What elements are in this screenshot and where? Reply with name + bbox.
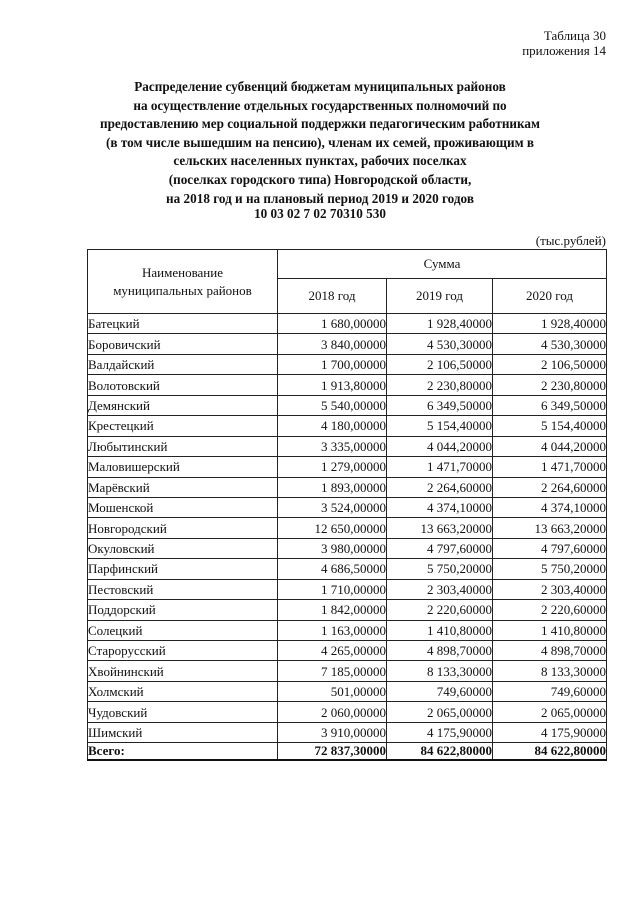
value-2018: 3 840,00000 [278,334,387,354]
value-2018: 1 842,00000 [278,600,387,620]
title-line: на осуществление отдельных государственных полномочий по [133,97,507,113]
district-name: Любытинский [88,436,278,456]
value-2020: 4 044,20000 [493,436,607,456]
value-2018: 4 180,00000 [278,416,387,436]
table-row [88,395,607,415]
value-2018: 4 686,50000 [278,559,387,579]
value-2019: 2 230,80000 [387,375,493,395]
value-2019: 2 106,50000 [387,354,493,374]
value-2019: 5 154,40000 [387,416,493,436]
value-2020: 2 106,50000 [493,354,607,374]
value-2020: 4 374,10000 [493,497,607,517]
value-2018: 4 265,00000 [278,641,387,661]
table-row [88,559,607,579]
table-row [88,538,607,558]
value-2018: 3 335,00000 [278,436,387,456]
table-row [88,681,607,701]
title-line: на 2018 год и на плановый период 2019 и 2020 годов [166,190,474,206]
table-number: Таблица 30 [543,28,606,43]
title-line: (в том числе вышедшим на пенсию), членам их семей, проживающим в [106,134,534,150]
table-row [88,354,607,374]
value-2018: 3 524,00000 [278,497,387,517]
table-row [88,497,607,517]
table-row [88,457,607,477]
value-2018: 1 710,00000 [278,579,387,599]
units-label: (тыс.рублей) [535,233,606,248]
district-name: Боровичский [88,334,278,354]
value-2020: 4 797,60000 [493,538,607,558]
value-2019: 4 530,30000 [387,334,493,354]
value-2018: 1 163,00000 [278,620,387,640]
table-row [88,722,607,742]
value-2020: 2 230,80000 [493,375,607,395]
column-header-2019: 2019 год [387,279,493,314]
value-2018: 1 279,00000 [278,457,387,477]
title-line: Распределение субвенций бюджетам муниципальных районов [134,79,506,94]
value-2020: 8 133,30000 [493,661,607,681]
table-row [88,641,607,661]
district-name: Новгородский [88,518,278,538]
value-2018: 3 910,00000 [278,722,387,742]
value-2020: 5 750,20000 [493,559,607,579]
value-2020: 13 663,20000 [493,518,607,538]
total-2019: 84 622,80000 [387,743,493,761]
table-row [88,416,607,436]
value-2018: 12 650,00000 [278,518,387,538]
district-name: Парфинский [88,559,278,579]
value-2020: 6 349,50000 [493,395,607,415]
value-2018: 1 700,00000 [278,354,387,374]
column-header-2020: 2020 год [493,279,607,314]
value-2019: 1 410,80000 [387,620,493,640]
column-header-sum: Сумма [278,250,607,279]
appendix-number: приложения 14 [522,43,606,58]
value-2019: 4 797,60000 [387,538,493,558]
value-2018: 2 060,00000 [278,702,387,722]
value-2019: 749,60000 [387,681,493,701]
district-name: Холмский [88,681,278,701]
value-2019: 8 133,30000 [387,661,493,681]
value-2019: 6 349,50000 [387,395,493,415]
district-name: Окуловский [88,538,278,558]
value-2019: 4 898,70000 [387,641,493,661]
column-header-name-line2: муниципальных районов [113,282,252,298]
value-2019: 13 663,20000 [387,518,493,538]
table-row [88,314,607,334]
value-2019: 4 175,90000 [387,722,493,742]
value-2020: 4 175,90000 [493,722,607,742]
column-header-name [88,250,278,314]
value-2020: 2 220,60000 [493,600,607,620]
district-name: Солецкий [88,620,278,640]
value-2018: 3 980,00000 [278,538,387,558]
value-2019: 4 044,20000 [387,436,493,456]
value-2019: 2 065,00000 [387,702,493,722]
district-name: Пестовский [88,579,278,599]
district-name: Чудовский [88,702,278,722]
district-name: Поддорский [88,600,278,620]
value-2019: 2 220,60000 [387,600,493,620]
district-name: Старорусский [88,641,278,661]
value-2018: 1 913,80000 [278,375,387,395]
table-row [88,661,607,681]
title-line: предоставлению мер социальной поддержки педагогическим работникам [100,116,540,132]
title-line: (поселках городского типа) Новгородской области, [168,171,472,187]
value-2020: 749,60000 [493,681,607,701]
table-row [88,620,607,640]
table-row [88,518,607,538]
value-2019: 1 928,40000 [387,314,493,334]
table-row [88,579,607,599]
budget-code: 10 03 02 7 02 70310 530 [254,206,386,221]
district-name: Волотовский [88,375,278,395]
subsidy-table [87,249,607,761]
column-header-2018: 2018 год [278,279,387,314]
value-2020: 1 928,40000 [493,314,607,334]
table-row [88,477,607,497]
value-2020: 2 065,00000 [493,702,607,722]
value-2018: 5 540,00000 [278,395,387,415]
value-2020: 4 530,30000 [493,334,607,354]
value-2018: 501,00000 [278,681,387,701]
district-name: Маловишерский [88,457,278,477]
document-title [40,78,600,208]
value-2020: 4 898,70000 [493,641,607,661]
district-name: Крестецкий [88,416,278,436]
district-name: Шимский [88,722,278,742]
column-header-name-line1: Наименование [142,264,223,280]
total-2018: 72 837,30000 [278,743,387,761]
district-name: Марёвский [88,477,278,497]
value-2020: 2 303,40000 [493,579,607,599]
value-2018: 7 185,00000 [278,661,387,681]
value-2018: 1 893,00000 [278,477,387,497]
district-name: Мошенской [88,497,278,517]
table-header [88,250,607,314]
district-name: Хвойнинский [88,661,278,681]
table-row [88,436,607,456]
table-row [88,702,607,722]
table-row [88,334,607,354]
value-2018: 1 680,00000 [278,314,387,334]
value-2020: 5 154,40000 [493,416,607,436]
appendix-reference [522,28,606,58]
value-2019: 1 471,70000 [387,457,493,477]
total-2020: 84 622,80000 [493,743,607,761]
value-2019: 5 750,20000 [387,559,493,579]
value-2020: 2 264,60000 [493,477,607,497]
value-2020: 1 471,70000 [493,457,607,477]
value-2020: 1 410,80000 [493,620,607,640]
total-row [88,743,607,761]
table-row [88,600,607,620]
value-2019: 4 374,10000 [387,497,493,517]
value-2019: 2 264,60000 [387,477,493,497]
table-row [88,375,607,395]
district-name: Батецкий [88,314,278,334]
value-2019: 2 303,40000 [387,579,493,599]
title-line: сельских населенных пунктах, рабочих поселках [173,153,467,169]
district-name: Демянский [88,395,278,415]
district-name: Валдайский [88,354,278,374]
total-label: Всего: [88,743,278,761]
table-body [88,314,607,743]
